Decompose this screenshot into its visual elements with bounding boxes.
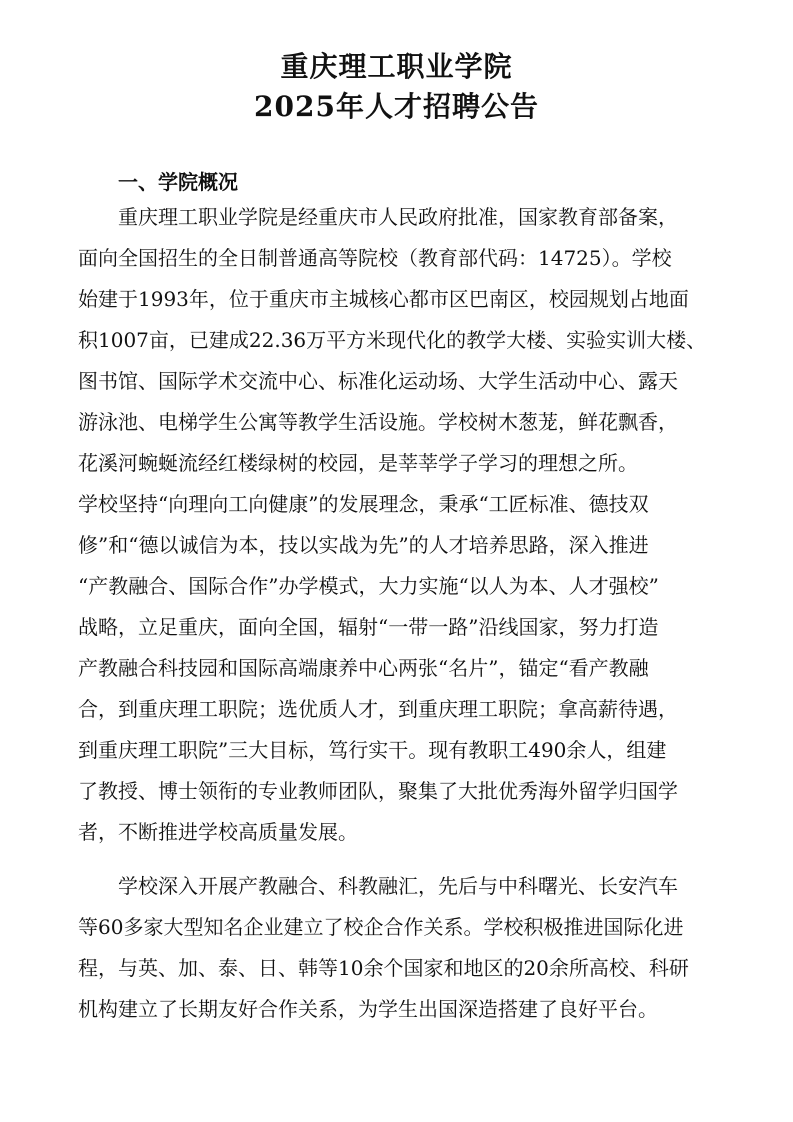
body-line: 图书馆、国际学术交流中心、标准化运动场、大学生活动中心、露天 xyxy=(78,369,678,393)
body-line: 程，与英、加、泰、日、韩等10余个国家和地区的20余所高校、科研 xyxy=(78,956,689,980)
body-line: 始建于1993年，位于重庆市主城核心都市区巴南区，校园规划占地面 xyxy=(78,287,689,311)
body-line: 面向全国招生的全日制普通高等院校（教育部代码：14725）。学校 xyxy=(78,246,672,270)
body-line: 战略，立足重庆，面向全国，辐射“一带一路”沿线国家，努力打造 xyxy=(78,615,659,639)
body-line: 学校深入开展产教融合、科教融汇，先后与中科曙光、长安汽车 xyxy=(118,874,678,898)
body-line: 者，不断推进学校高质量发展。 xyxy=(78,820,358,844)
body-line: 修”和“德以诚信为本，技以实战为先”的人才培养思路，深入推进 xyxy=(78,533,649,557)
document-title: 重庆理工职业学院 xyxy=(280,50,513,83)
document-subtitle: 2025年人才招聘公告 xyxy=(254,90,539,123)
body-line: 重庆理工职业学院是经重庆市人民政府批准，国家教育部备案， xyxy=(118,205,678,229)
body-line: 积1007亩，已建成22.36万平方米现代化的教学大楼、实验实训大楼、 xyxy=(78,328,707,352)
section-heading-overview: 一、学院概况 xyxy=(118,170,238,194)
body-line: 了教授、博士领衔的专业教师团队，聚集了大批优秀海外留学归国学 xyxy=(78,779,678,803)
body-line: 机构建立了长期友好合作关系，为学生出国深造搭建了良好平台。 xyxy=(78,997,658,1021)
body-line: 合，到重庆理工职院；选优质人才，到重庆理工职院；拿高薪待遇， xyxy=(78,697,678,721)
body-line: 游泳池、电梯学生公寓等教学生活设施。学校树木葱茏，鲜花飘香， xyxy=(78,410,678,434)
body-line: 等60多家大型知名企业建立了校企合作关系。学校积极推进国际化进 xyxy=(78,915,684,939)
body-line: 学校坚持“向理向工向健康”的发展理念，秉承“工匠标准、德技双 xyxy=(78,492,649,516)
body-line: 花溪河蜿蜒流经红楼绿树的校园，是莘莘学子学习的理想之所。 xyxy=(78,451,638,475)
body-line: 产教融合科技园和国际高端康养中心两张“名片”，锚定“看产教融 xyxy=(78,656,649,680)
body-line: “产教融合、国际合作”办学模式，大力实施“以人为本、人才强校” xyxy=(78,574,659,598)
body-line: 到重庆理工职院”三大目标，笃行实干。现有教职工490余人，组建 xyxy=(78,738,667,762)
